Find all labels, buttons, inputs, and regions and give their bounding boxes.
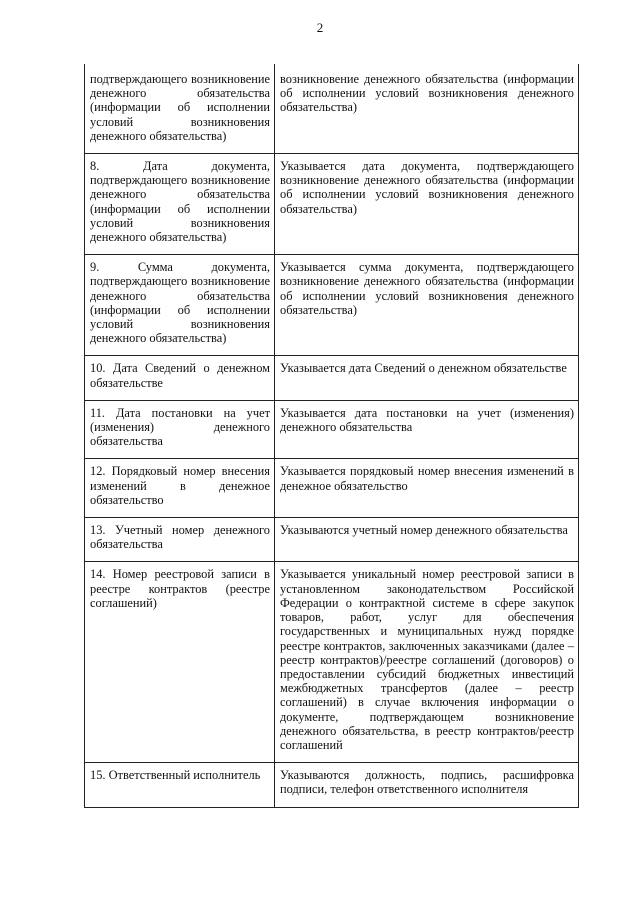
table-row: [85, 64, 579, 154]
field-description-cell: Указывается дата постановки на учет (изменения) денежного обязательства: [275, 400, 579, 459]
field-description-cell: Указывается дата документа, подтверждающего возникновение денежного обязательства (информации об исполнении условий возникновения денежного обязательства): [275, 154, 579, 255]
field-name-cell: 11. Дата постановки на учет (изменения) денежного обязательства: [85, 400, 275, 459]
field-description-cell: Указывается уникальный номер реестровой записи в установленном законодательством Российской Федерации о контрактной системе в сфере закупок товаров, работ, услуг для обеспечения государственных и муниципальных нужд порядке реестре контрактов, заключенных заказчиками (далее – реестр контрактов)/реестре соглашений (договоров) о предоставлении субсидий бюджетных инвестиций межбюджетных трансфертов (далее – реестр соглашений) в случае включения информации о документе, подтверждающем возникновение денежного обязательства, в реестр контрактов/реестр соглашений: [275, 562, 579, 763]
field-name-cell: 12. Порядковый номер внесения изменений в денежное обязательство: [85, 459, 275, 518]
field-description-cell: возникновение денежного обязательства (информации об исполнении условий возникновения денежного обязательства): [275, 64, 579, 154]
table-row: [85, 518, 579, 562]
field-name-cell: 9. Сумма документа, подтверждающего возникновение денежного обязательства (информации об исполнении условий возникновения денежного обязательства): [85, 255, 275, 356]
field-name-cell: 8. Дата документа, подтверждающего возникновение денежного обязательства (информации об исполнении условий возникновения денежного обязательства): [85, 154, 275, 255]
field-description-cell: Указываются учетный номер денежного обязательства: [275, 518, 579, 562]
table-row: [85, 400, 579, 459]
field-description-cell: Указывается порядковый номер внесения изменений в денежное обязательство: [275, 459, 579, 518]
field-description-cell: Указываются должность, подпись, расшифровка подписи, телефон ответственного исполнителя: [275, 763, 579, 807]
field-name-cell: 14. Номер реестровой записи в реестре контрактов (реестре соглашений): [85, 562, 275, 763]
table-row: [85, 763, 579, 807]
field-name-cell: 13. Учетный номер денежного обязательства: [85, 518, 275, 562]
table-row: [85, 154, 579, 255]
table-row: [85, 255, 579, 356]
field-name-cell: 10. Дата Сведений о денежном обязательстве: [85, 356, 275, 400]
field-description-cell: Указывается сумма документа, подтверждающего возникновение денежного обязательства (информации об исполнении условий возникновения денежного обязательства): [275, 255, 579, 356]
table-row: [85, 459, 579, 518]
table-row: [85, 562, 579, 763]
requisites-table: [84, 64, 579, 808]
table-row: [85, 356, 579, 400]
field-description-cell: Указывается дата Сведений о денежном обязательстве: [275, 356, 579, 400]
page-number: 2: [316, 20, 324, 35]
field-name-cell: подтверждающего возникновение денежного обязательства (информации об исполнении условий возникновения денежного обязательства): [85, 64, 275, 154]
field-name-cell: 15. Ответственный исполнитель: [85, 763, 275, 807]
